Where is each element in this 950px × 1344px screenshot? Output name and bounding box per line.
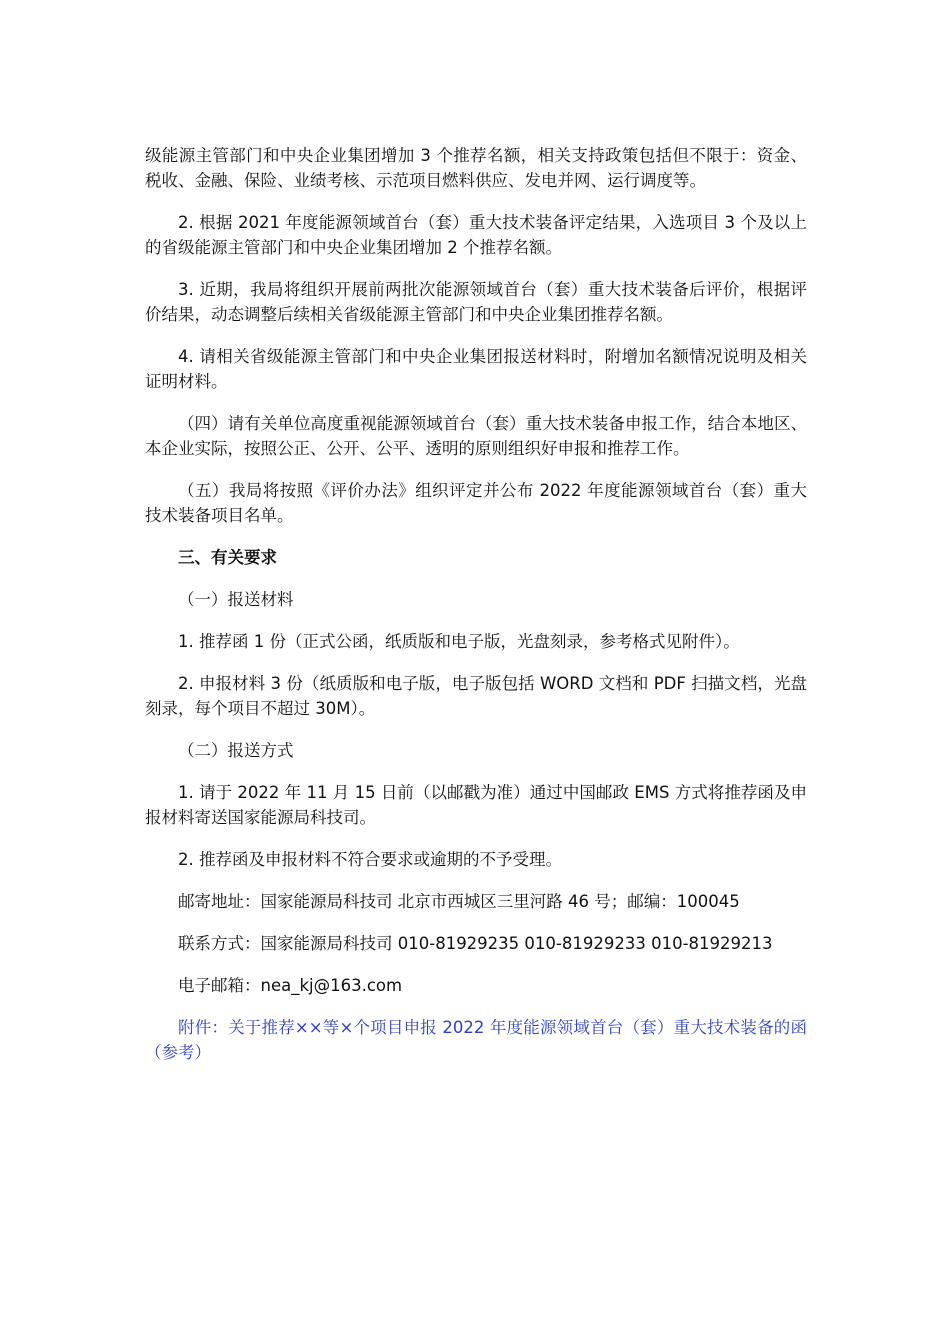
document-body bbox=[145, 143, 807, 1082]
attachment-link[interactable]: 附件：关于推荐××等×个项目申报 2022 年度能源领域首台（套）重大技术装备的函（参考） bbox=[145, 1018, 807, 1062]
paragraph-item-4: 4. 请相关省级能源主管部门和中央企业集团报送材料时，附增加名额情况说明及相关证明材料。 bbox=[145, 347, 807, 391]
paragraph-continued-text: 级能源主管部门和中央企业集团增加 3 个推荐名额，相关支持政策包括但不限于：资金、税收、金融、保险、业绩考核、示范项目燃料供应、发电并网、运行调度等。 bbox=[145, 146, 807, 190]
contact-phone: 联系方式：国家能源局科技司 010-81929235 010-81929233 010-81929213 bbox=[178, 934, 773, 953]
paragraph-item-2: 2. 根据 2021 年度能源领域首台（套）重大技术装备评定结果，入选项目 3 个及以上的省级能源主管部门和中央企业集团增加 2 个推荐名额。 bbox=[145, 213, 807, 257]
section-heading-requirements: 三、有关要求 bbox=[178, 548, 277, 567]
subheading-materials: （一）报送材料 bbox=[178, 590, 294, 609]
subheading-delivery: （二）报送方式 bbox=[178, 741, 294, 760]
paragraph-delivery-2: 2. 推荐函及申报材料不符合要求或逾期的不予受理。 bbox=[178, 850, 562, 869]
contact-email: 电子邮箱：nea_kj@163.com bbox=[178, 976, 403, 995]
paragraph-section-4: （四）请有关单位高度重视能源领域首台（套）重大技术装备申报工作，结合本地区、本企业实际，按照公正、公开、公平、透明的原则组织好申报和推荐工作。 bbox=[145, 414, 807, 458]
paragraph-item-3: 3. 近期，我局将组织开展前两批次能源领域首台（套）重大技术装备后评价，根据评价结果，动态调整后续相关省级能源主管部门和中央企业集团推荐名额。 bbox=[145, 280, 807, 324]
paragraph-materials-2: 2. 申报材料 3 份（纸质版和电子版，电子版包括 WORD 文档和 PDF 扫描文档，光盘刻录，每个项目不超过 30M）。 bbox=[145, 674, 807, 718]
paragraph-delivery-1: 1. 请于 2022 年 11 月 15 日前（以邮戳为准）通过中国邮政 EMS 方式将推荐函及申报材料寄送国家能源局科技司。 bbox=[145, 783, 807, 827]
paragraph-materials-1: 1. 推荐函 1 份（正式公函，纸质版和电子版，光盘刻录，参考格式见附件）。 bbox=[178, 632, 740, 651]
mailing-address: 邮寄地址：国家能源局科技司 北京市西城区三里河路 46 号；邮编：100045 bbox=[178, 892, 740, 911]
paragraph-section-5: （五）我局将按照《评价办法》组织评定并公布 2022 年度能源领域首台（套）重大技术装备项目名单。 bbox=[145, 481, 807, 525]
